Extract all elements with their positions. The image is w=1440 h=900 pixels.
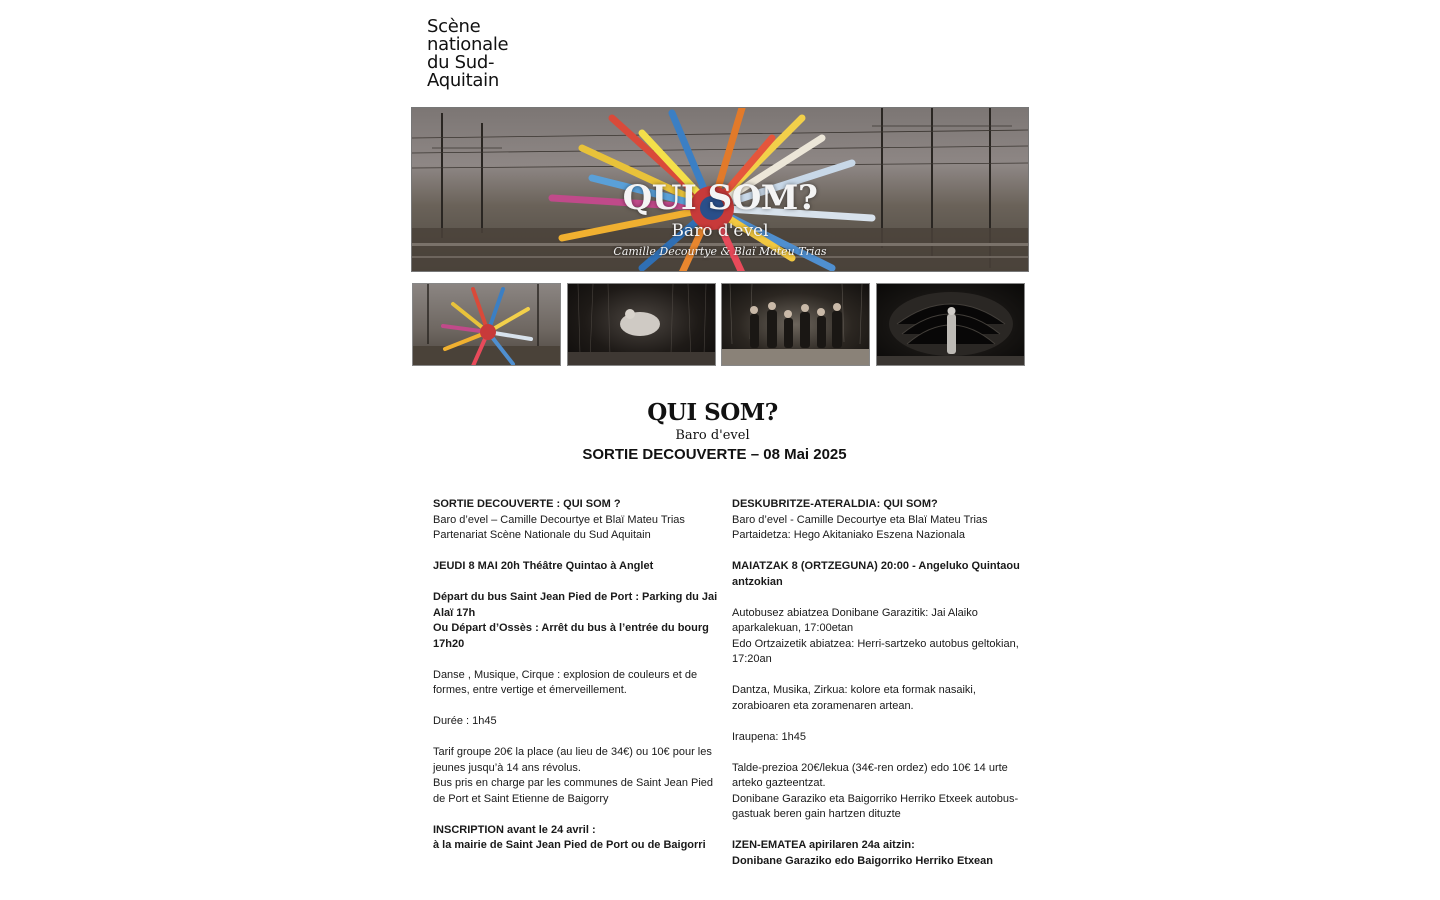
eu-bus-departure-alt: Edo Ortzaizetik abiatzea: Herri-sartzeko autobus geltokian, 17:20an bbox=[732, 637, 1019, 665]
outing-date: SORTIE DECOUVERTE – 08 Mai 2025 bbox=[582, 446, 847, 463]
thumbnail-costume bbox=[876, 283, 1025, 366]
eu-description: Dantza, Musika, Zirkua: kolore eta formak nasaiki, zorabioaren eta zoramenaren artean. bbox=[732, 684, 976, 712]
eu-date-venue: MAIATZAK 8 (ORTZEGUNA) 20:00 - Angeluko Quintaou antzokian bbox=[732, 560, 1020, 588]
fr-registration-place: à la mairie de Saint Jean Pied de Port ou de Baigorri bbox=[433, 839, 706, 851]
logo-line: nationale bbox=[427, 34, 509, 55]
fr-date-venue: JEUDI 8 MAI 20h Théâtre Quintao à Anglet bbox=[433, 560, 654, 572]
logo-line: Aquitain bbox=[427, 70, 499, 91]
thumbnail-dancer bbox=[567, 283, 716, 366]
logo-line: Scène bbox=[427, 16, 481, 37]
fr-title: SORTIE DECOUVERTE : QUI SOM ? bbox=[433, 498, 621, 510]
eu-registration-place: Donibane Garaziko edo Baigorriko Herriko Etxean bbox=[732, 854, 994, 867]
eu-bus-funding: Donibane Garaziko eta Baigorriko Herriko Etxeek autobus-gastuak beren gain hartzen dituzte bbox=[732, 792, 1019, 820]
fr-description: Danse , Musique, Cirque : explosion de couleurs et de formes, entre vertige et émerveillement. bbox=[433, 668, 698, 696]
page-title: QUI SOM? bbox=[647, 399, 778, 426]
eu-credits: Baro d’evel - Camille Decourtye eta Blaï Mateu Trias bbox=[732, 513, 988, 526]
fr-bus-funding: Bus pris en charge par les communes de Saint Jean Pied de Port et Saint Etienne de Baigorry bbox=[433, 777, 714, 805]
banner-credits: Camille Decourtye & Blaï Mateu Trias bbox=[613, 245, 827, 258]
fr-registration-title: INSCRIPTION avant le 24 avril : bbox=[433, 823, 596, 836]
fr-bus-departure: Départ du bus Saint Jean Pied de Port : Parking du Jai Alaï 17h bbox=[433, 591, 718, 619]
company-name: Baro d'evel bbox=[675, 428, 750, 443]
eu-price: Talde-prezioa 20€/lekua (34€-ren ordez) edo 10€ 14 urte arteko gazteentzat. bbox=[732, 761, 1008, 789]
eu-registration-title: IZEN-EMATEA apirilaren 24a aitzin: bbox=[732, 839, 915, 851]
thumbnail-ensemble bbox=[721, 283, 870, 366]
basque-column bbox=[732, 497, 1024, 869]
banner-company: Baro d'evel bbox=[671, 221, 769, 241]
french-column bbox=[433, 497, 725, 854]
banner-title: QUI SOM? bbox=[622, 178, 818, 218]
logo bbox=[427, 18, 508, 90]
banner-image bbox=[411, 107, 1029, 272]
fr-credits: Baro d’evel – Camille Decourtye et Blaï Mateu Trias bbox=[433, 513, 685, 526]
fr-price: Tarif groupe 20€ la place (au lieu de 34€) ou 10€ pour les jeunes jusqu’à 14 ans révolus. bbox=[433, 746, 712, 774]
eu-partnership: Partaidetza: Hego Akitaniako Eszena Nazionala bbox=[732, 529, 965, 541]
fr-bus-departure-alt: Ou Départ d’Ossès : Arrêt du bus à l’entrée du bourg 17h20 bbox=[433, 622, 709, 650]
thumbnail-sculpture bbox=[412, 283, 561, 366]
fr-duration: Durée : 1h45 bbox=[433, 715, 497, 727]
eu-title: DESKUBRITZE-ATERALDIA: QUI SOM? bbox=[732, 498, 938, 510]
logo-line: du Sud- bbox=[427, 52, 495, 73]
eu-duration: Iraupena: 1h45 bbox=[732, 730, 807, 743]
fr-partnership: Partenariat Scène Nationale du Sud Aquitain bbox=[433, 529, 651, 541]
eu-bus-departure: Autobusez abiatzea Donibane Garazitik: Jai Alaiko aparkalekuan, 17:00etan bbox=[732, 606, 978, 634]
